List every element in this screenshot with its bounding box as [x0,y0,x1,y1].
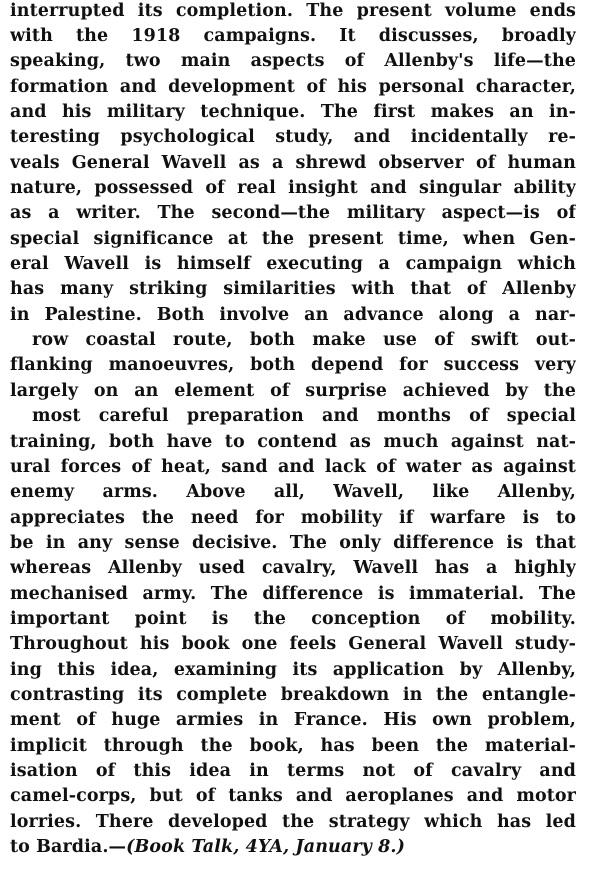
text-line: camel-corps, but of tanks and aeroplanes and motor [10,786,576,807]
text-line: whereas Allenby used cavalry, Wavell has a highly [10,558,576,579]
text-line: be in any sense decisive. The only difference is that [10,532,576,553]
text-line: ing this idea, examining its application by Allenby, [10,659,576,680]
text-line: as a writer. The second—the military aspect—is of [10,203,576,224]
text-line: formation and development of his personal character, [10,76,576,97]
text-line: mechanised army. The difference is immaterial. The [10,583,576,604]
text-line: veals General Wavell as a shrewd observer of human [10,152,576,173]
text-line: has many striking similarities with that of Allenby [10,279,576,300]
text-line: enemy arms. Above all, Wavell, like Allenby, [10,482,576,503]
text-line: interrupted its completion. The present volume ends [10,2,576,21]
text-line: in Palestine. Both involve an advance along a nar- [10,304,576,325]
text-line: nature, possessed of real insight and singular ability [10,178,576,199]
source-citation: (Book Talk, 4YA, January 8.) [126,837,405,857]
text-line: lorries. There developed the strategy which has led [10,811,576,832]
final-line [10,835,576,860]
article-text [10,2,576,860]
text-line: ment of huge armies in France. His own problem, [10,710,576,731]
text-line: row coastal route, both make use of swift out- [32,330,576,351]
text-line: contrasting its complete breakdown in the entangle- [10,684,576,705]
text-line: important point is the conception of mobility. [10,608,576,629]
text-line: appreciates the need for mobility if warfare is to [10,507,576,528]
text-line: with the 1918 campaigns. It discusses, broadly [10,26,576,46]
text-line: ural forces of heat, sand and lack of water as against [10,456,576,477]
text-line: special significance at the present time, when Gen- [10,228,576,249]
text-line: Throughout his book one feels General Wavell study- [10,634,576,655]
text-line: and his military technique. The first makes an in- [10,102,576,123]
text-line: speaking, two main aspects of Allenby's life—the [10,51,576,72]
text-line: flanking manoeuvres, both depend for success very [10,355,576,376]
text-line: largely on an element of surprise achieved by the [10,380,576,401]
final-line-text: to Bardia.— [10,837,127,857]
text-line: training, both have to contend as much against nat- [10,431,576,452]
text-line: teresting psychological study, and incidentally re- [10,127,576,148]
text-line: implicit through the book, has been the material- [10,735,576,756]
text-line: most careful preparation and months of special [32,406,576,427]
text-line: eral Wavell is himself executing a campaign which [10,254,576,275]
text-line: isation of this idea in terms not of cavalry and [10,760,576,781]
